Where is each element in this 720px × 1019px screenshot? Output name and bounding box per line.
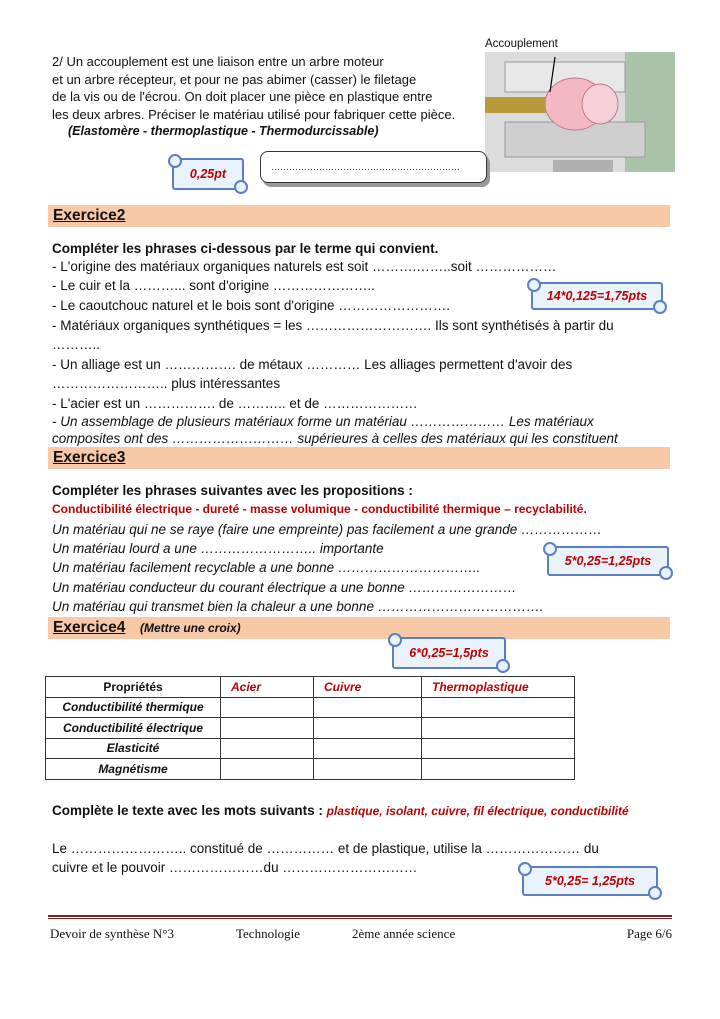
table-header-row — [46, 677, 575, 698]
footer-subject: Technologie — [236, 926, 301, 941]
q2-options: (Elastomère - thermoplastique - Thermodurcissable) — [68, 124, 379, 138]
table-cell[interactable] — [422, 697, 575, 718]
coupling-figure — [485, 38, 675, 173]
complete-words: plastique, isolant, cuivre, fil électrique, conductibilité — [326, 804, 629, 818]
column-header: Propriétés — [46, 677, 221, 698]
coupling-image — [485, 52, 675, 172]
row-label: Elasticité — [46, 738, 221, 759]
table-row — [46, 738, 575, 759]
table-cell[interactable] — [422, 759, 575, 780]
column-header: Acier — [221, 677, 314, 698]
row-label: Magnétisme — [46, 759, 221, 780]
points-badge: 5*0,25=1,25pts — [547, 546, 669, 576]
points-badge: 5*0,25= 1,25pts — [522, 866, 658, 896]
exercise4-title: Exercice4 — [53, 619, 126, 636]
properties-table — [45, 676, 575, 780]
column-header: Cuivre — [314, 677, 422, 698]
ex2-line: - Le cuir et la ………... sont d'origine ………………….. — [52, 278, 375, 293]
q2-line: les deux arbres. Préciser le matériau utilisé pour fabriquer cette pièce. — [52, 106, 456, 122]
complete-line: Le …………………….. constitué de …………… et de plastique, utilise la ………………… du — [52, 841, 599, 856]
row-label: Conductibilité électrique — [46, 718, 221, 739]
question-2 — [52, 53, 482, 141]
ex2-instruction: Compléter les phrases ci-dessous par le terme qui convient. — [52, 241, 439, 256]
footer-level: 2ème année science — [352, 926, 456, 941]
ex2-line: - L'acier est un ……………. de ……….. et de ………………… — [52, 396, 418, 411]
points-badge: 0,25pt — [172, 158, 244, 190]
exercise2-title: Exercice2 — [53, 207, 126, 224]
row-label: Conductibilité thermique — [46, 697, 221, 718]
q2-line: 2/ Un accouplement est une liaison entre un arbre moteur — [52, 54, 384, 69]
exercise2-banner — [48, 205, 670, 227]
exercise3-title: Exercice3 — [53, 449, 126, 466]
ex3-line: Un matériau conducteur du courant électrique a une bonne …………………… — [52, 580, 517, 595]
q2-line: de la vis ou de l'écrou. On doit placer une pièce en plastique entre — [52, 89, 433, 104]
ex3-line: Un matériau lourd a une …………………….. importante — [52, 541, 384, 556]
table-cell[interactable] — [422, 738, 575, 759]
points-badge: 14*0,125=1,75pts — [531, 282, 663, 310]
exercise3-banner — [48, 447, 670, 469]
table-cell[interactable] — [314, 759, 422, 780]
table-cell[interactable] — [422, 718, 575, 739]
table-cell[interactable] — [314, 697, 422, 718]
ex2-line: composites ont des ……………………… supérieures à celles des matériaux qui les constituent — [52, 431, 618, 446]
q2-line: et un arbre récepteur, et pour ne pas abimer (casser) le filetage — [52, 71, 417, 87]
table-cell[interactable] — [221, 759, 314, 780]
exercise4-banner — [48, 617, 670, 639]
ex3-line: Un matériau qui ne se raye (faire une empreinte) pas facilement a une grande ……………… — [52, 522, 603, 537]
footer-page: Page 6/6 — [626, 926, 672, 941]
figure-label: Accouplement — [485, 38, 558, 50]
complete-instruction — [52, 802, 629, 820]
ex2-line: - Un assemblage de plusieurs matériaux forme un matériau ………………… Les matériaux — [52, 414, 594, 429]
ex2-line: - Le caoutchouc naturel et le bois sont d'origine ……………………. — [52, 298, 451, 313]
table-row — [46, 697, 575, 718]
table-cell[interactable] — [221, 718, 314, 739]
footer-title: Devoir de synthèse N°3 — [50, 926, 174, 941]
complete-line: cuivre et le pouvoir …………………du ………………………… — [52, 860, 418, 875]
footer-divider — [48, 918, 672, 919]
ex2-line: ……….. — [52, 337, 101, 352]
table-row — [46, 718, 575, 739]
answer-field[interactable]: ……………………………………………………… — [260, 151, 487, 183]
ex3-line: Un matériau qui transmet bien la chaleur a une bonne ………………………………. — [52, 599, 544, 614]
complete-label: Complète le texte avec les mots suivants : — [52, 803, 323, 818]
ex2-line: - Matériaux organiques synthétiques = les ………………………. Ils sont synthétisés à partir du — [52, 318, 614, 333]
table-cell[interactable] — [221, 738, 314, 759]
ex2-line: - L'origine des matériaux organiques naturels est soit ……….……..soit ……………… — [52, 259, 557, 274]
column-header: Thermoplastique — [422, 677, 575, 698]
ex2-line: …………………….. plus intéressantes — [52, 376, 281, 391]
table-cell[interactable] — [314, 718, 422, 739]
table-row — [46, 759, 575, 780]
points-badge: 6*0,25=1,5pts — [392, 637, 506, 669]
ex3-line: Un matériau facilement recyclable a une bonne ………………………….. — [52, 560, 481, 575]
ex2-line: - Un alliage est un ……………. de métaux ………… Les alliages permettent d'avoir des — [52, 357, 573, 372]
ex3-propositions: Conductibilité électrique - dureté - masse volumique - conductibilité thermique – recyclabilité. — [52, 502, 587, 516]
exercise4-subtitle: (Mettre une croix) — [140, 621, 241, 635]
table-cell[interactable] — [221, 697, 314, 718]
ex3-instruction: Compléter les phrases suivantes avec les propositions : — [52, 483, 413, 498]
table-cell[interactable] — [314, 738, 422, 759]
footer-divider — [48, 915, 672, 917]
